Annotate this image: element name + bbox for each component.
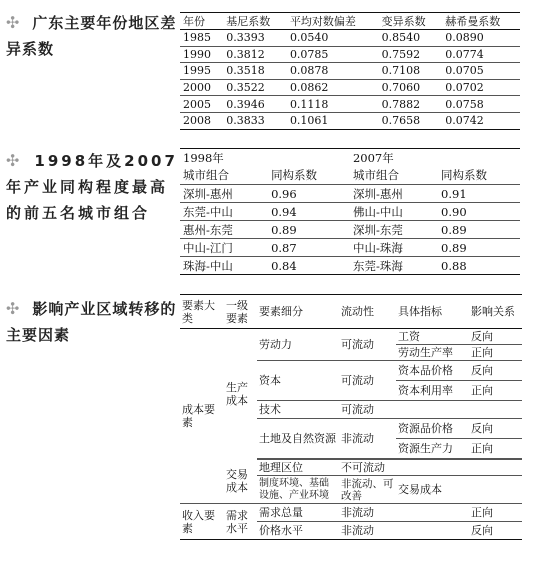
cell: 0.89 <box>268 221 350 239</box>
col-header: 变异系数 <box>379 13 443 30</box>
col-header: 一级要素 <box>224 295 257 329</box>
col-header: 影响关系 <box>469 295 522 329</box>
cell: 反向 <box>469 329 522 345</box>
cell: 0.0758 <box>442 96 520 113</box>
col-header: 城市组合 <box>180 167 268 185</box>
cell: 0.89 <box>438 221 520 239</box>
cell: 0.3518 <box>223 63 287 80</box>
cell: 0.91 <box>438 185 520 203</box>
cell: 非流动 <box>339 504 396 522</box>
col-header: 要素细分 <box>257 295 339 329</box>
col-header: 要素大类 <box>180 295 224 329</box>
cell: 0.90 <box>438 203 520 221</box>
cell: 中山-江门 <box>180 239 268 257</box>
table-row <box>180 185 520 203</box>
cell: 0.3833 <box>226 114 265 128</box>
cell: 佛山-中山 <box>350 203 438 221</box>
table-row <box>180 112 520 129</box>
cell: 0.87 <box>268 239 350 257</box>
cell: 0.7592 <box>379 46 443 63</box>
table-row <box>180 221 520 239</box>
cell: 可流动 <box>339 329 396 361</box>
cell: 0.0878 <box>287 63 379 80</box>
col-header: 平均对数偏差 <box>287 13 379 30</box>
cell: 0.8540 <box>379 30 443 47</box>
cell: 0.84 <box>271 258 297 273</box>
year-row <box>180 149 520 167</box>
cell: 资本利用率 <box>396 381 469 401</box>
cell: 正向 <box>469 345 522 361</box>
cell: 0.0774 <box>442 46 520 63</box>
table-header-row <box>180 13 520 30</box>
cell: 可流动 <box>339 401 396 419</box>
table-row <box>180 203 520 221</box>
table-row <box>180 329 522 345</box>
col-header: 赫希曼系数 <box>442 13 520 30</box>
cell: 0.0742 <box>445 114 484 128</box>
table-row <box>180 79 520 96</box>
cell: 1995 <box>180 63 223 80</box>
cell: 0.0862 <box>287 79 379 96</box>
table-row <box>180 96 520 113</box>
cell: 0.1118 <box>287 96 379 113</box>
cell: 0.1061 <box>289 114 329 128</box>
cell: 劳动生产率 <box>396 345 469 361</box>
cell: 交易成本 <box>224 460 257 504</box>
cell: 生产成本 <box>226 381 248 408</box>
table-row <box>180 239 520 257</box>
cell: 交易成本 <box>396 476 469 504</box>
cell: 需求总量 <box>257 504 339 522</box>
year-a-label: 1998年 <box>183 150 224 165</box>
cell: 0.7060 <box>379 79 443 96</box>
cell: 0.96 <box>268 185 350 203</box>
cell: 中山-珠海 <box>350 239 438 257</box>
cell: 0.3946 <box>223 96 287 113</box>
table-row <box>180 460 522 476</box>
cell: 资本 <box>257 361 339 401</box>
cell: 0.88 <box>441 258 467 273</box>
col-header: 城市组合 <box>350 167 438 185</box>
table-row <box>180 504 522 522</box>
table-row <box>180 30 520 47</box>
cell: 0.3522 <box>223 79 287 96</box>
cell: 非流动 <box>339 419 396 459</box>
cell: 反向 <box>469 419 522 439</box>
cell: 惠州-东莞 <box>180 221 268 239</box>
cell: 1990 <box>180 46 223 63</box>
cell: 2005 <box>180 96 223 113</box>
table-row <box>180 257 520 275</box>
section3-heading: ✣ 影响产业区域转移的主要因素 <box>6 299 177 344</box>
cell: 1985 <box>180 30 223 47</box>
cell: 土地及自然资源 <box>257 419 339 459</box>
col-header: 同构系数 <box>268 167 350 185</box>
cell: 正向 <box>469 504 522 522</box>
cell: 成本要素 <box>180 329 224 504</box>
table-row <box>180 46 520 63</box>
regional-difference-table <box>180 12 520 130</box>
cell: 0.7108 <box>379 63 443 80</box>
cell: 工资 <box>396 329 469 345</box>
cell: 0.0702 <box>442 79 520 96</box>
cell: 深圳-东莞 <box>350 221 438 239</box>
cell: 非流动、可改善 <box>339 476 396 504</box>
cell: 珠海-中山 <box>183 258 233 273</box>
cell: 0.0540 <box>287 30 379 47</box>
cell: 0.0890 <box>442 30 520 47</box>
cell: 东莞-珠海 <box>352 258 403 273</box>
cell: 制度环境、基础设施、产业环境 <box>257 476 339 504</box>
cell: 0.3393 <box>223 30 287 47</box>
cell: 2008 <box>183 114 211 128</box>
factors-table <box>180 294 522 540</box>
cell: 深圳-惠州 <box>180 185 268 203</box>
cell: 资源品价格 <box>396 419 469 439</box>
cell: 0.0785 <box>287 46 379 63</box>
cell: 可流动 <box>339 361 396 401</box>
cell: 资本品价格 <box>396 361 469 381</box>
cell: 价格水平 <box>259 524 303 537</box>
plus-bullet-icon: ✣ <box>6 299 21 318</box>
section2-heading: ✣ 1998年及2007年产业同构程度最高的前五名城市组合 <box>6 151 178 222</box>
cell: 地理区位 <box>257 460 339 476</box>
cell: 正向 <box>469 381 522 401</box>
cell: 2000 <box>180 79 223 96</box>
cell: 反向 <box>471 524 493 537</box>
cell: 0.0705 <box>442 63 520 80</box>
col-header: 基尼系数 <box>223 13 287 30</box>
plus-bullet-icon: ✣ <box>6 151 23 170</box>
cell: 劳动力 <box>257 329 339 361</box>
cell: 0.7658 <box>381 114 421 128</box>
cell: 需求水平 <box>226 508 248 535</box>
cell: 反向 <box>469 361 522 381</box>
table-row <box>180 63 520 80</box>
cell: 资源生产力 <box>396 439 469 459</box>
plus-bullet-icon: ✣ <box>6 13 21 32</box>
isomorphism-table <box>180 148 520 275</box>
cell: 0.89 <box>438 239 520 257</box>
cell: 非流动 <box>341 524 374 537</box>
cell: 技术 <box>257 401 339 419</box>
col-header: 流动性 <box>339 295 396 329</box>
cell: 正向 <box>469 439 522 459</box>
cell: 深圳-惠州 <box>350 185 438 203</box>
cell: 0.7882 <box>379 96 443 113</box>
cell: 0.3812 <box>223 46 287 63</box>
cell: 0.94 <box>268 203 350 221</box>
table-header-row <box>180 295 522 329</box>
col-header: 具体指标 <box>396 295 469 329</box>
cell: 东莞-中山 <box>180 203 268 221</box>
table-header-row <box>180 167 520 185</box>
section1-heading: ✣ 广东主要年份地区差异系数 <box>6 13 177 58</box>
col-header: 同构系数 <box>438 167 520 185</box>
cell: 收入要素 <box>182 508 215 535</box>
col-header: 年份 <box>180 13 223 30</box>
cell: 不可流动 <box>339 460 396 476</box>
year-b-label: 2007年 <box>352 150 394 165</box>
